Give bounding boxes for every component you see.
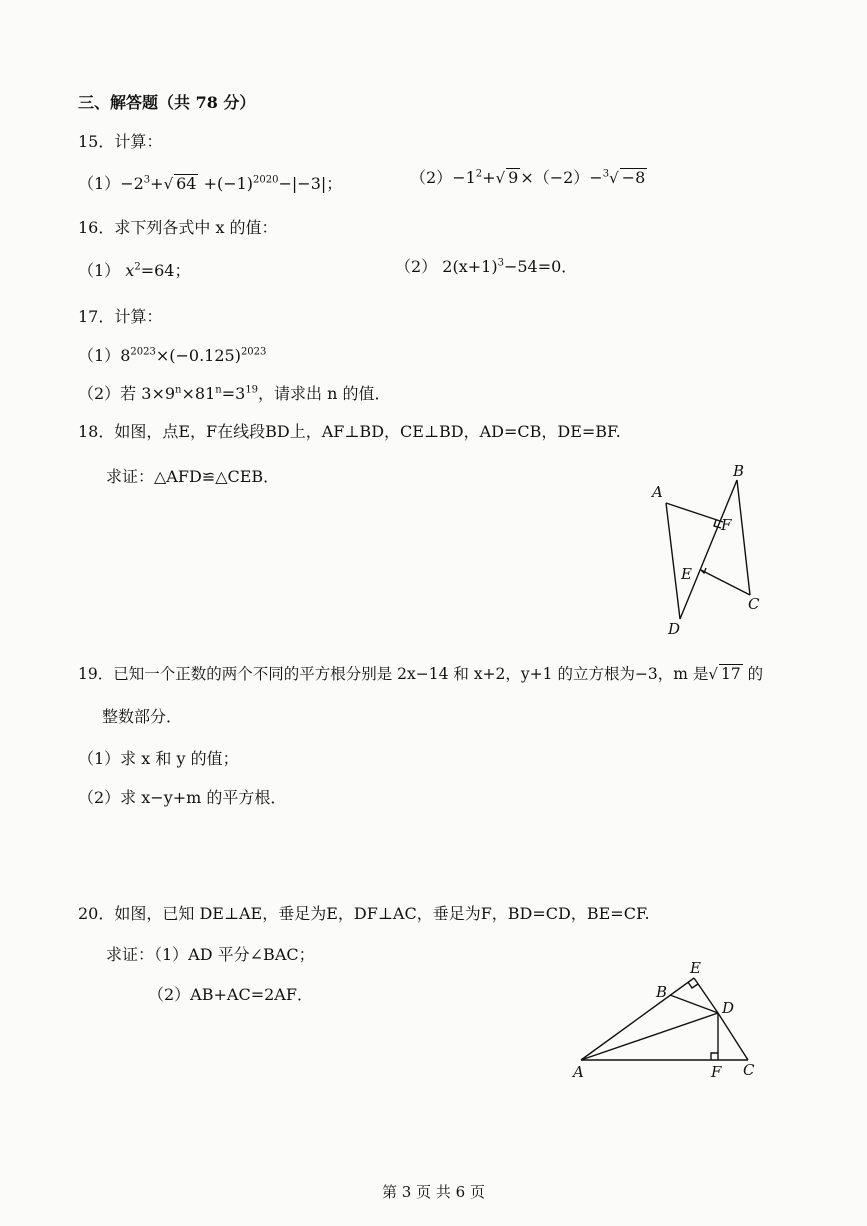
- q16-part1: （1） $x^2=64$；: [78, 261, 191, 280]
- q20-segment-ae: [581, 978, 694, 1060]
- q20-segment-ed: [694, 978, 718, 1013]
- q20-label-f: F: [711, 1063, 722, 1081]
- q18-prove: 求证：△AFD≌△CEB．: [106, 467, 280, 486]
- q19-part2: （2）求 x−y+m 的平方根．: [78, 788, 287, 807]
- q20-figure: [566, 955, 766, 1085]
- q15-part1: $(1)-2^3+√$ $64 +(-1)^{2020}-|-3|$；: [78, 174, 343, 193]
- q18-label-d: D: [668, 620, 681, 638]
- q18-label-c: C: [748, 595, 760, 613]
- q19-heading-continued: 整数部分．: [102, 707, 183, 726]
- q20-right-angle-f: [711, 1053, 718, 1060]
- q20-label-d: D: [722, 999, 735, 1017]
- q18-label-f: F: [721, 516, 732, 534]
- q20-segment-bd: [670, 995, 718, 1013]
- q20-heading: 20．如图，已知 DE⊥AE，垂足为E，DF⊥AC，垂足为F，BD=CD，BE=CF.: [78, 904, 650, 923]
- q19-part1: （1）求 x 和 y 的值；: [78, 749, 239, 768]
- q18-label-b: B: [733, 462, 745, 480]
- q17-heading: 17．计算：: [78, 307, 163, 326]
- q18-segment-bd: [680, 480, 737, 619]
- q20-label-e: E: [690, 959, 701, 977]
- q18-segment-ec: [701, 570, 750, 595]
- q15-heading: 15．计算：: [78, 132, 163, 151]
- q20-prove2: （2）AB+AC=2AF．: [148, 985, 313, 1004]
- q17-part2: （2）若 $3\times 9^n\times 81^n=3^{19}$，请求出 n 的值．: [78, 384, 391, 403]
- q20-label-b: B: [656, 983, 668, 1001]
- q20-segment-ad: [581, 1013, 718, 1060]
- q18-segment-af: [666, 503, 723, 522]
- q16-part2: （2） $2(x+1)^3-54=0$．: [395, 257, 578, 276]
- q20-prove1: 求证：（1）AD 平分∠BAC；: [106, 945, 315, 964]
- q19-heading: 19．已知一个正数的两个不同的平方根分别是 2x−14 和 x+2，y+1 的立方根为−3，m 是√ 17 的: [78, 665, 764, 683]
- q15-part2: $(2)-1^2+√$ 9 ×（−2）−$^3$√ −8: [410, 168, 646, 187]
- q17-part1: $(1)8^{2023}\times(-0.125)^{2023}$: [78, 346, 267, 365]
- q20-label-a: A: [573, 1063, 584, 1081]
- q18-heading: 18．如图，点E，F在线段BD上，AF⊥BD，CE⊥BD，AD=CB，DE=BF.: [78, 422, 621, 441]
- q18-segment-bc: [737, 480, 750, 595]
- q20-segment-dc: [718, 1013, 748, 1060]
- q18-figure: [640, 455, 780, 645]
- q16-heading: 16．求下列各式中 x 的值：: [78, 218, 278, 237]
- section-title: 三、解答题（共 78 分）: [78, 93, 256, 112]
- q18-label-a: A: [652, 483, 663, 501]
- q20-right-angle-e: [688, 982, 698, 988]
- page-number: 第 3 页 共 6 页: [382, 1183, 485, 1201]
- q18-segment-ad: [666, 503, 680, 619]
- q20-label-c: C: [743, 1061, 755, 1079]
- q18-label-e: E: [681, 565, 692, 583]
